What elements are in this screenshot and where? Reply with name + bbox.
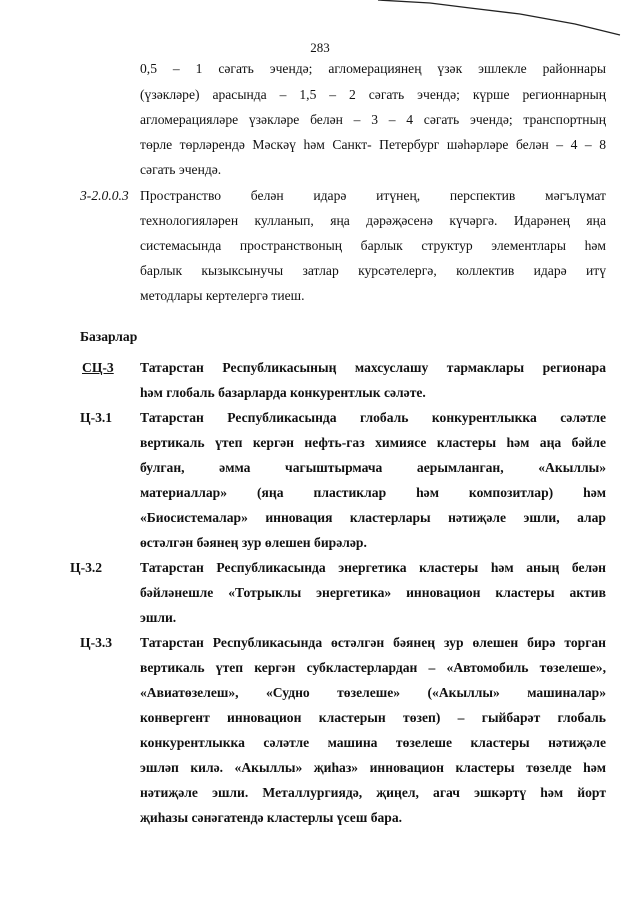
text-line: сәгать эчендә. <box>140 162 222 177</box>
text-line: Татарстан Республикасында энергетика кластеры һәм аның белән <box>140 560 606 575</box>
text-line: нәтиҗәле эшли. Металлургиядә, җиңел, агач эшкәртү һәм йорт <box>140 785 606 800</box>
text-line: Татарстан Республикасында өстәлгән бәянең зур өлешен бирә торган <box>140 635 606 650</box>
text-line: эшләп килә. «Акыллы» җиһаз» инновацион кластеры төзелде һәм <box>140 760 606 775</box>
text-line: өстәлгән бәянең зур өлешен бирәләр. <box>140 535 367 550</box>
text-line: Татарстан Республикасының махсуслашу тармаклары регионара <box>140 360 606 375</box>
text-line: конкурентлыкка сәләтле машина төзелеше кластеры нәтиҗәле <box>140 735 606 750</box>
text-line: барлык кызыксынучы затлар курсәтелергә, коллектив идарә итү <box>140 263 606 278</box>
text-line: булган, әмма чагыштырмача аерымланган, «Акыллы» <box>140 460 606 475</box>
text-line: «Авиатөзелеш», «Судно төзелеше» («Акыллы» машиналар» <box>140 685 606 700</box>
text-line: материаллар» (яңа пластиклар һәм композитлар) һәм <box>140 485 606 500</box>
text-line: бәйләнешле «Тотрыклы энергетика» инновацион кластеры актив <box>140 585 606 600</box>
item-code: СЦ-3 <box>82 360 114 375</box>
text-line: системасында пространствоның барлык структур элементлары һәм <box>140 238 606 253</box>
text-line: 0,5 – 1 сәгать эчендә; агломерациянең үзәк эшлекле районнары <box>140 61 606 76</box>
text-line: вертикаль үтеп кергән нефть-газ химиясе кластеры һәм аңа бәйле <box>140 435 606 450</box>
text-line: конвергент инновацион кластерын төзеп) – гыйбарәт глобаль <box>140 710 606 725</box>
text-line: (үзәкләре) арасында – 1,5 – 2 сәгать эчендә; күрше регионнарның <box>140 87 606 102</box>
page-number: 283 <box>310 40 330 55</box>
text-line: Татарстан Республикасында глобаль конкурентлыкка сәләтле <box>140 410 606 425</box>
text-line: «Биосистемалар» инновация кластерлары нәтиҗәле эшли, алар <box>140 510 606 525</box>
text-line: агломерацияләре үзәкләре белән – 3 – 4 сәгать эчендә; транспортның <box>140 112 606 127</box>
item-code: Ц-3.2 <box>70 560 103 575</box>
section-heading: Базарлар <box>80 329 138 344</box>
text-line: методлары кертелергә тиеш. <box>140 288 305 303</box>
text-line: җиһазы сәнәгатендә кластерлы үсеш бара. <box>140 810 403 825</box>
text-line: вертикаль үтеп кергән субкластерлардан – «Автомобиль төзелеше», <box>140 660 606 675</box>
text-line: һәм глобаль базарларда конкурентлык сәләте. <box>140 385 426 400</box>
item-code: Ц-3.1 <box>80 410 113 425</box>
item-code: 3-2.0.0.3 <box>80 188 129 203</box>
item-code: Ц-3.3 <box>80 635 113 650</box>
text-line: эшли. <box>140 610 177 625</box>
text-line: Пространство белән идарә итүнең, перспектив мәгълүмат <box>140 188 606 203</box>
text-line: төрле төрләрендә Мәскәү һәм Санкт- Петербург шәһәрләре белән – 4 – 8 <box>140 137 606 152</box>
text-line: технологияләрен кулланып, яңа дәрәҗәсенә күчәргә. Идарәнең яңа <box>140 213 606 228</box>
